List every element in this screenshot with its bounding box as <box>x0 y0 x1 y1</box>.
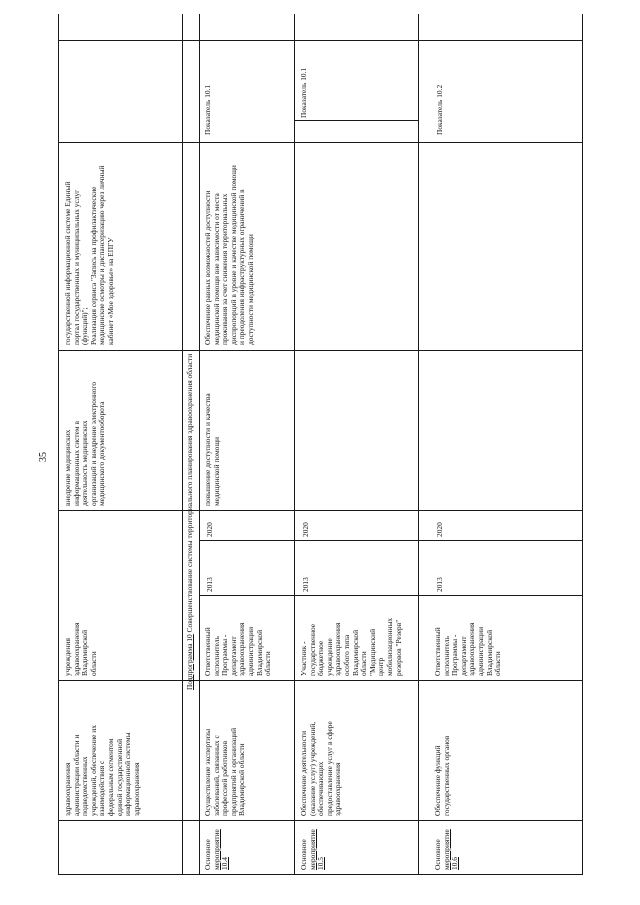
row-10-5-start: 2013 <box>301 577 310 592</box>
table-left-border <box>58 14 59 874</box>
page-number-text: 35 <box>38 452 49 462</box>
column-divider <box>58 40 583 41</box>
row-10-6-indicator: Показатель 10.2 <box>435 84 444 135</box>
row-10-4-executor: Ответственный исполнитель Программы - департамент здравоохранения администрации Владимирской области <box>203 622 273 676</box>
row-10-5-executor: Участник - государственное бюджетное учреждение здравоохранения особого типа Владимирской области "Медицинский центр мобилизационных резервов "Резерв" <box>299 617 403 676</box>
row-10-4-indicator: Показатель 10.1 <box>203 84 212 135</box>
row-divider <box>418 14 419 874</box>
row-10-5-end: 2020 <box>301 522 310 537</box>
row-10-6-end: 2020 <box>435 522 444 537</box>
row-divider <box>294 14 295 874</box>
row-10-6-start: 2013 <box>435 577 444 592</box>
section-divider <box>199 14 200 874</box>
column-divider <box>58 510 583 511</box>
continued-result-text: внедрение медицинских информационных систем в деятельность медицинских организаций и внедрение электронного медицинского документооборота <box>63 381 107 506</box>
row-10-4-code: Основное мероприятие 10.4 <box>203 829 230 870</box>
row-10-4-end: 2020 <box>205 522 214 537</box>
row-10-5-indicator: Показатель 10.1 <box>299 67 308 118</box>
subprogram-heading-text: Подпрограмма 10 Совершенствование системы территориального планирования здравоохранения области <box>185 353 194 690</box>
row-10-6-code: Основное мероприятие 10.6 <box>433 829 460 870</box>
table-bottom-border <box>58 874 583 875</box>
row-10-6-executor: Ответственный исполнитель Программы - департамент здравоохранения администрации Владимирской области <box>433 622 503 676</box>
indicator-cell-divider <box>294 120 418 121</box>
column-divider <box>58 350 583 351</box>
column-divider <box>58 142 583 143</box>
row-10-4-name: Осуществление экспертизы заболеваний, связанных с профессией работников предприятий и организаций Владимирской области <box>203 727 247 816</box>
row-10-6-name: Обеспечение функций государственных органов <box>433 735 451 816</box>
row-10-4-start: 2013 <box>205 577 214 592</box>
row-10-4-directions: Обеспечение равных возможностей доступности медицинской помощи вне зависимости от места проживания за счет снижения территориальных диспропорций в уровне и качестве медицинской помощи и преодоления инфраструктурных ограничений в доступности медицинской помощи <box>203 165 255 345</box>
row-10-4-result: повышение доступности и качества медицинской помощи <box>203 393 221 506</box>
continued-directions-text: государственной информационной системе Единый портал государственных и муниципальных услуг (функций)"; Реализация сервиса "Запись на профилактические медицинские осмотры и диспансеризацию через личный кабинет «Мое здоровье» на ЕПГУ <box>63 165 115 345</box>
continued-name-text: здравоохранения администрации области и подведомственных учреждений, обеспечение их взаимодействия с федеральным сегментом единой государственной информационной системы здравоохранения <box>63 725 141 816</box>
continued-executor-text: учреждения здравоохранения Владимирской области <box>63 622 98 676</box>
column-divider <box>200 540 583 541</box>
table-right-border <box>582 14 583 874</box>
row-10-5-name: Обеспечение деятельности (оказание услуг) учреждений, обеспечивающих предоставление услуг в сфере здравоохранения <box>299 721 343 816</box>
section-divider <box>182 14 183 874</box>
row-10-5-code: Основное мероприятие 10.5 <box>299 829 326 870</box>
